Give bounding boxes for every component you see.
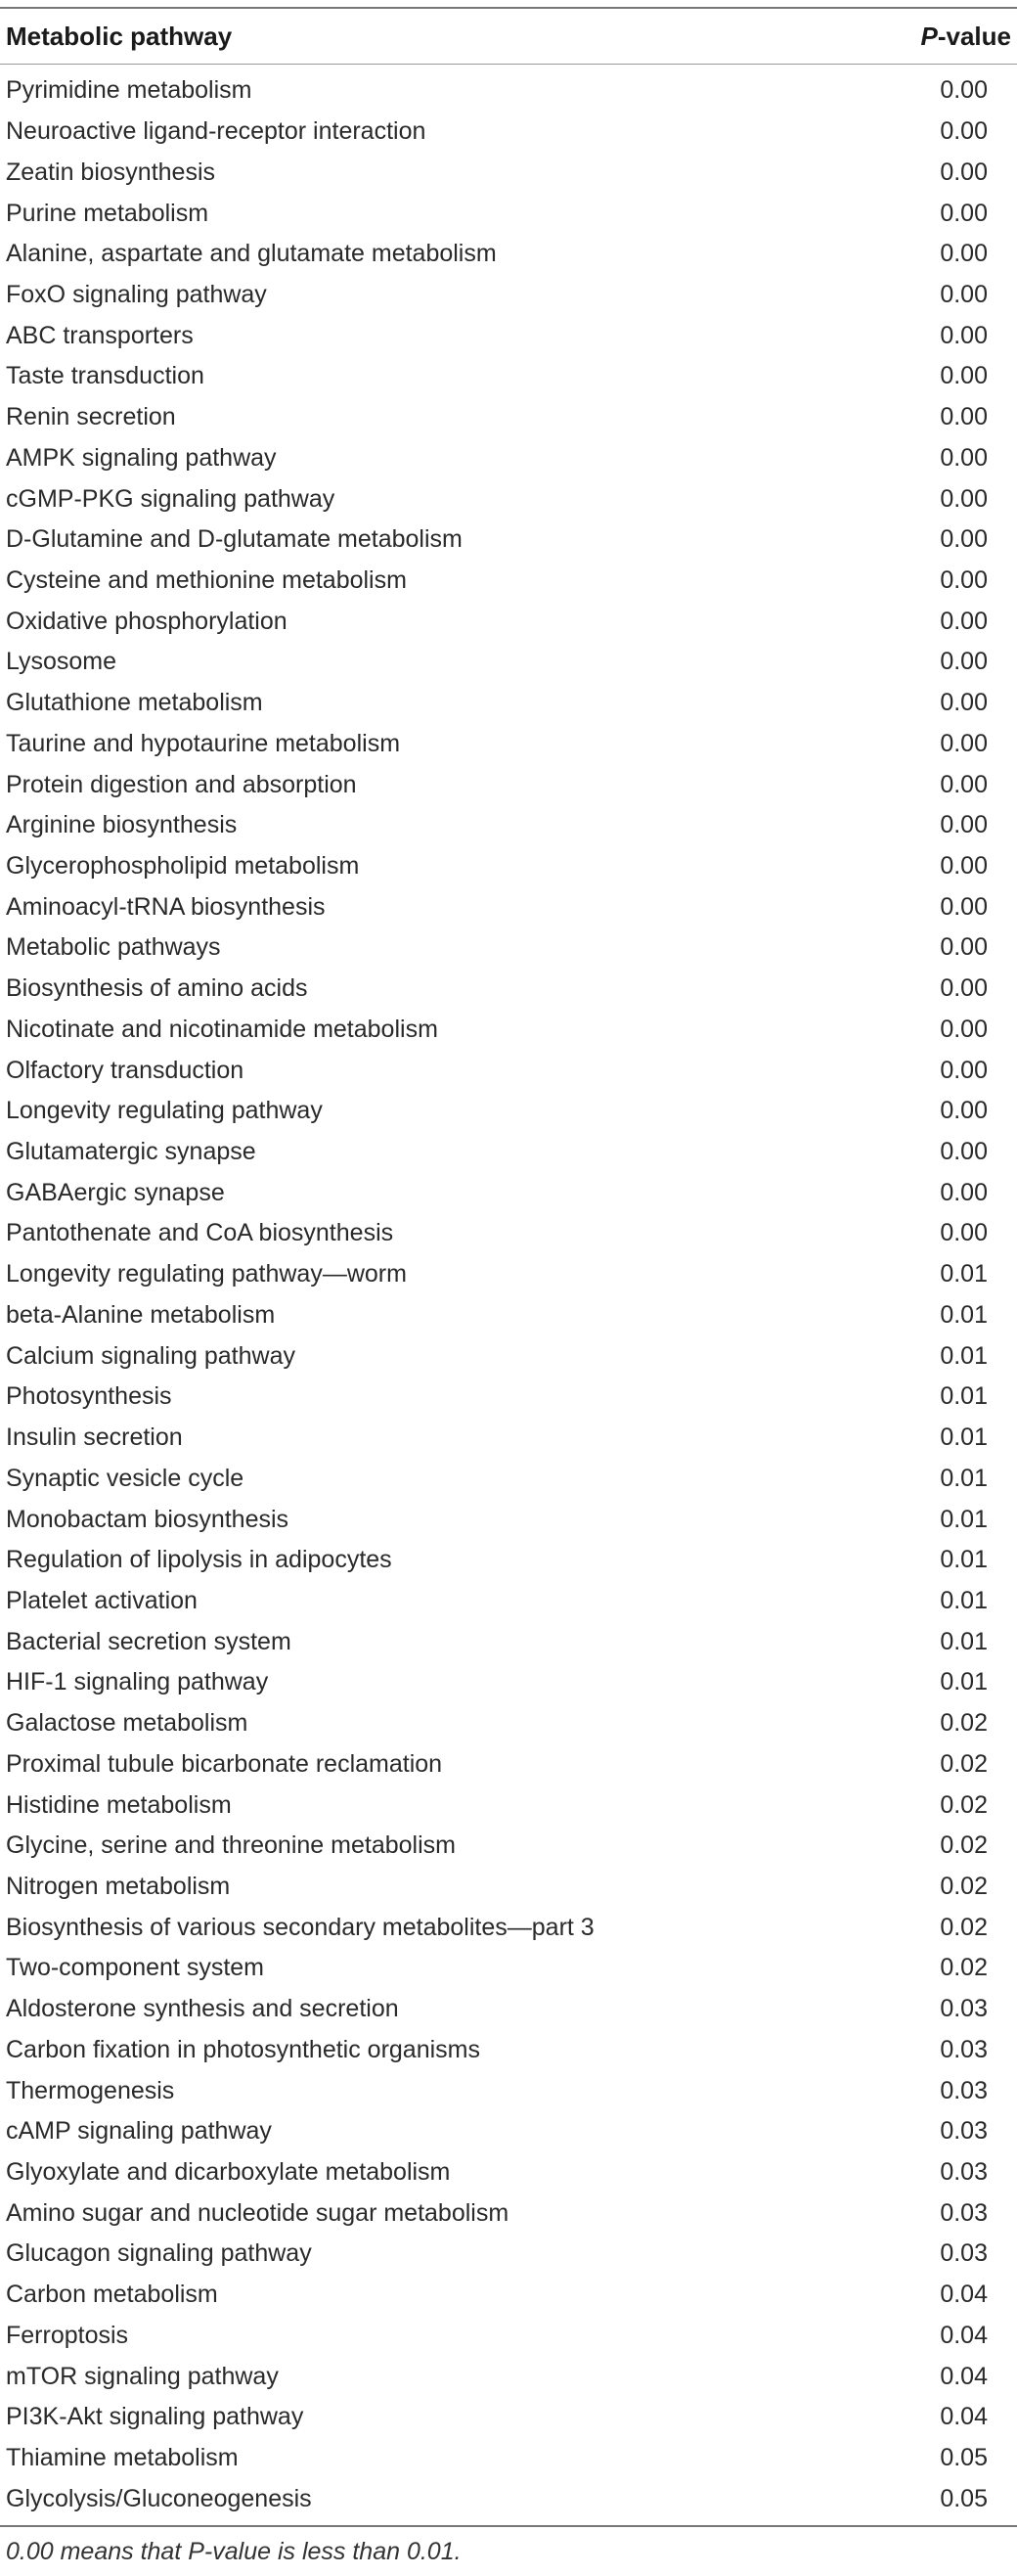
pathway-name: Alanine, aspartate and glutamate metabolism [6,240,497,268]
table-row [0,1213,1017,1254]
table-row [0,927,1017,969]
pvalue-cell: 0.04 [940,2281,988,2309]
pvalue-cell: 0.01 [940,1260,988,1288]
pvalue-cell: 0.00 [940,1056,988,1084]
pvalue-cell: 0.02 [940,1872,988,1900]
pvalue-cell: 0.02 [940,1954,988,1982]
table-row [0,2316,1017,2357]
table-row [0,1581,1017,1622]
pvalue-cell: 0.02 [940,1913,988,1941]
pvalue-cell: 0.02 [940,1749,988,1778]
pvalue-cell: 0.01 [940,1505,988,1533]
table-row [0,1254,1017,1295]
pathway-name: Zeatin biosynthesis [6,158,216,186]
pathway-name: Amino sugar and nucleotide sugar metabolism [6,2198,509,2227]
pathway-name: beta-Alanine metabolism [6,1300,276,1329]
pvalue-cell: 0.00 [940,76,988,105]
table-row [0,1867,1017,1908]
table-row [0,2478,1017,2519]
pathway-name: D-Glutamine and D-glutamate metabolism [6,525,463,554]
pathway-name: Platelet activation [6,1586,198,1614]
pathway-name: mTOR signaling pathway [6,2362,279,2390]
table-row [0,2397,1017,2438]
table-row [0,642,1017,683]
table-row [0,1703,1017,1744]
pathway-name: Insulin secretion [6,1424,183,1452]
pvalue-cell: 0.00 [940,852,988,881]
table-row [0,520,1017,561]
pvalue-cell: 0.00 [940,525,988,554]
pvalue-cell: 0.00 [940,1138,988,1166]
pathway-name: Aldosterone synthesis and secretion [6,1995,399,2023]
table-row [0,1826,1017,1867]
pvalue-cell: 0.00 [940,1178,988,1206]
pathway-name: Nicotinate and nicotinamide metabolism [6,1015,438,1043]
pathway-name: Two-component system [6,1954,264,1982]
pvalue-cell: 0.00 [940,933,988,962]
pvalue-cell: 0.05 [940,2444,988,2472]
table-row [0,969,1017,1010]
pathway-name: Glycolysis/Gluconeogenesis [6,2484,312,2512]
pathway-name: Thermogenesis [6,2076,175,2104]
table-row [0,2356,1017,2397]
table-row [0,1499,1017,1540]
pvalue-column-header [921,22,1012,52]
table-row [0,1989,1017,2030]
pathway-name: cAMP signaling pathway [6,2117,272,2146]
pvalue-cell: 0.04 [940,2403,988,2431]
table-row [0,2234,1017,2275]
table-row [0,275,1017,316]
pvalue-header-italic: P [920,21,938,51]
table-row [0,234,1017,275]
pathway-column-header: Metabolic pathway [6,21,233,51]
pathway-name: Taurine and hypotaurine metabolism [6,729,401,757]
table-row [0,70,1017,112]
pathway-name: Regulation of lipolysis in adipocytes [6,1546,392,1574]
pvalue-cell: 0.02 [940,1831,988,1860]
pvalue-cell: 0.00 [940,892,988,921]
pvalue-cell: 0.00 [940,689,988,717]
table-row [0,561,1017,602]
pvalue-cell: 0.01 [940,1668,988,1696]
pathway-name: HIF-1 signaling pathway [6,1668,269,1696]
table-row [0,478,1017,520]
pvalue-cell: 0.01 [940,1464,988,1492]
pvalue-cell: 0.01 [940,1627,988,1655]
pathway-name: Biosynthesis of various secondary metabolites—part 3 [6,1913,595,1941]
pathway-name: Purine metabolism [6,199,209,227]
pathway-name: Glycerophospholipid metabolism [6,852,360,881]
table-header [0,9,1017,64]
pvalue-cell: 0.05 [940,2484,988,2512]
pvalue-cell: 0.00 [940,974,988,1003]
pathway-name: Nitrogen metabolism [6,1872,231,1900]
pvalue-cell: 0.00 [940,484,988,513]
pathway-name: Metabolic pathways [6,933,221,962]
table-row [0,1785,1017,1826]
pvalue-cell: 0.04 [940,2321,988,2349]
table-row [0,315,1017,356]
pathway-name: Synaptic vesicle cycle [6,1464,244,1492]
table-row [0,193,1017,234]
pvalue-cell: 0.00 [940,158,988,186]
table-row [0,2030,1017,2071]
table-row [0,1091,1017,1132]
pathway-name: PI3K-Akt signaling pathway [6,2403,304,2431]
pathway-name: Monobactam biosynthesis [6,1505,289,1533]
table-row [0,1132,1017,1173]
pathway-name: Oxidative phosphorylation [6,607,287,635]
table-row [0,152,1017,193]
pvalue-cell: 0.03 [940,2239,988,2268]
pvalue-cell: 0.00 [940,321,988,349]
pathway-name: Glucagon signaling pathway [6,2239,312,2268]
table-row [0,2152,1017,2193]
table-row [0,1540,1017,1581]
table-body [0,65,1017,2525]
pathway-name: Glyoxylate and dicarboxylate metabolism [6,2158,451,2187]
pathway-name: Calcium signaling pathway [6,1341,295,1370]
pvalue-cell: 0.04 [940,2362,988,2390]
table-row [0,112,1017,153]
pvalue-cell: 0.03 [940,2076,988,2104]
pvalue-cell: 0.00 [940,280,988,308]
pathway-name: Pantothenate and CoA biosynthesis [6,1219,394,1247]
table-row [0,2192,1017,2234]
pvalue-cell: 0.00 [940,565,988,594]
table-row [0,1621,1017,1662]
pathway-name: Aminoacyl-tRNA biosynthesis [6,892,326,921]
pathway-name: Pyrimidine metabolism [6,76,252,105]
pvalue-cell: 0.00 [940,648,988,676]
pathway-name: ABC transporters [6,321,194,349]
pvalue-header-suffix: -value [937,21,1011,51]
table-row [0,2111,1017,2152]
pvalue-cell: 0.00 [940,362,988,390]
pathway-name: Neuroactive ligand-receptor interaction [6,117,426,146]
table-footnote: 0.00 means that P-value is less than 0.01. [6,2537,462,2565]
table-row [0,397,1017,438]
pvalue-cell: 0.01 [940,1424,988,1452]
pvalue-cell: 0.00 [940,729,988,757]
table-row [0,1010,1017,1051]
pathway-name: Thiamine metabolism [6,2444,239,2472]
pvalue-cell: 0.01 [940,1341,988,1370]
pvalue-cell: 0.00 [940,1097,988,1125]
pvalue-cell: 0.00 [940,403,988,431]
table-row [0,1335,1017,1377]
pathway-name: Protein digestion and absorption [6,770,357,798]
pvalue-cell: 0.00 [940,1219,988,1247]
pathway-name: Proximal tubule bicarbonate reclamation [6,1749,443,1778]
table-row [0,1377,1017,1418]
table-row [0,1907,1017,1948]
table-row [0,2070,1017,2111]
pathway-name: Longevity regulating pathway [6,1097,323,1125]
pathway-name: Histidine metabolism [6,1790,232,1819]
pvalue-cell: 0.00 [940,1015,988,1043]
table-row [0,1050,1017,1091]
pathway-name: Bacterial secretion system [6,1627,291,1655]
table-row [0,1948,1017,1989]
table-row [0,886,1017,927]
pathway-name: Olfactory transduction [6,1056,244,1084]
pvalue-cell: 0.03 [940,1995,988,2023]
table-row [0,846,1017,887]
table-row [0,1295,1017,1336]
table-row [0,1662,1017,1703]
pathway-name: Lysosome [6,648,117,676]
table-row [0,1743,1017,1785]
pathway-name: Carbon fixation in photosynthetic organisms [6,2035,480,2063]
pvalue-cell: 0.03 [940,2035,988,2063]
pvalue-cell: 0.03 [940,2158,988,2187]
pvalue-cell: 0.00 [940,117,988,146]
pvalue-cell: 0.00 [940,240,988,268]
table-row [0,437,1017,478]
pvalue-cell: 0.00 [940,199,988,227]
pvalue-cell: 0.01 [940,1300,988,1329]
pvalue-cell: 0.01 [940,1546,988,1574]
table-row [0,2438,1017,2479]
pathway-name: Ferroptosis [6,2321,129,2349]
pathway-name: Biosynthesis of amino acids [6,974,308,1003]
table-row [0,1458,1017,1499]
pvalue-cell: 0.02 [940,1790,988,1819]
pvalue-cell: 0.01 [940,1586,988,1614]
table-row [0,2275,1017,2316]
pathway-name: FoxO signaling pathway [6,280,267,308]
table-row [0,805,1017,846]
table-row [0,1418,1017,1459]
pathway-name: Carbon metabolism [6,2281,218,2309]
pathway-name: Glycine, serine and threonine metabolism [6,1831,456,1860]
table-row [0,724,1017,765]
pathway-name: cGMP-PKG signaling pathway [6,484,335,513]
pathway-name: Glutathione metabolism [6,689,263,717]
pathway-name: Glutamatergic synapse [6,1138,256,1166]
pathway-name: Galactose metabolism [6,1709,248,1738]
pvalue-cell: 0.03 [940,2198,988,2227]
pathway-name: Arginine biosynthesis [6,811,238,839]
pathway-name: Photosynthesis [6,1382,172,1411]
pvalue-cell: 0.03 [940,2117,988,2146]
table-row [0,356,1017,397]
pvalue-cell: 0.02 [940,1709,988,1738]
table-row [0,683,1017,724]
pvalue-cell: 0.01 [940,1382,988,1411]
pvalue-cell: 0.00 [940,607,988,635]
pvalue-cell: 0.00 [940,811,988,839]
table-row [0,601,1017,642]
pvalue-cell: 0.00 [940,770,988,798]
pathway-name: Renin secretion [6,403,176,431]
pathway-name: Taste transduction [6,362,204,390]
pathway-name: Cysteine and methionine metabolism [6,565,407,594]
pathway-name: GABAergic synapse [6,1178,225,1206]
pathway-name: AMPK signaling pathway [6,443,277,472]
pvalue-cell: 0.00 [940,443,988,472]
pathway-name: Longevity regulating pathway—worm [6,1260,407,1288]
table-row [0,1172,1017,1213]
table-row [0,764,1017,805]
